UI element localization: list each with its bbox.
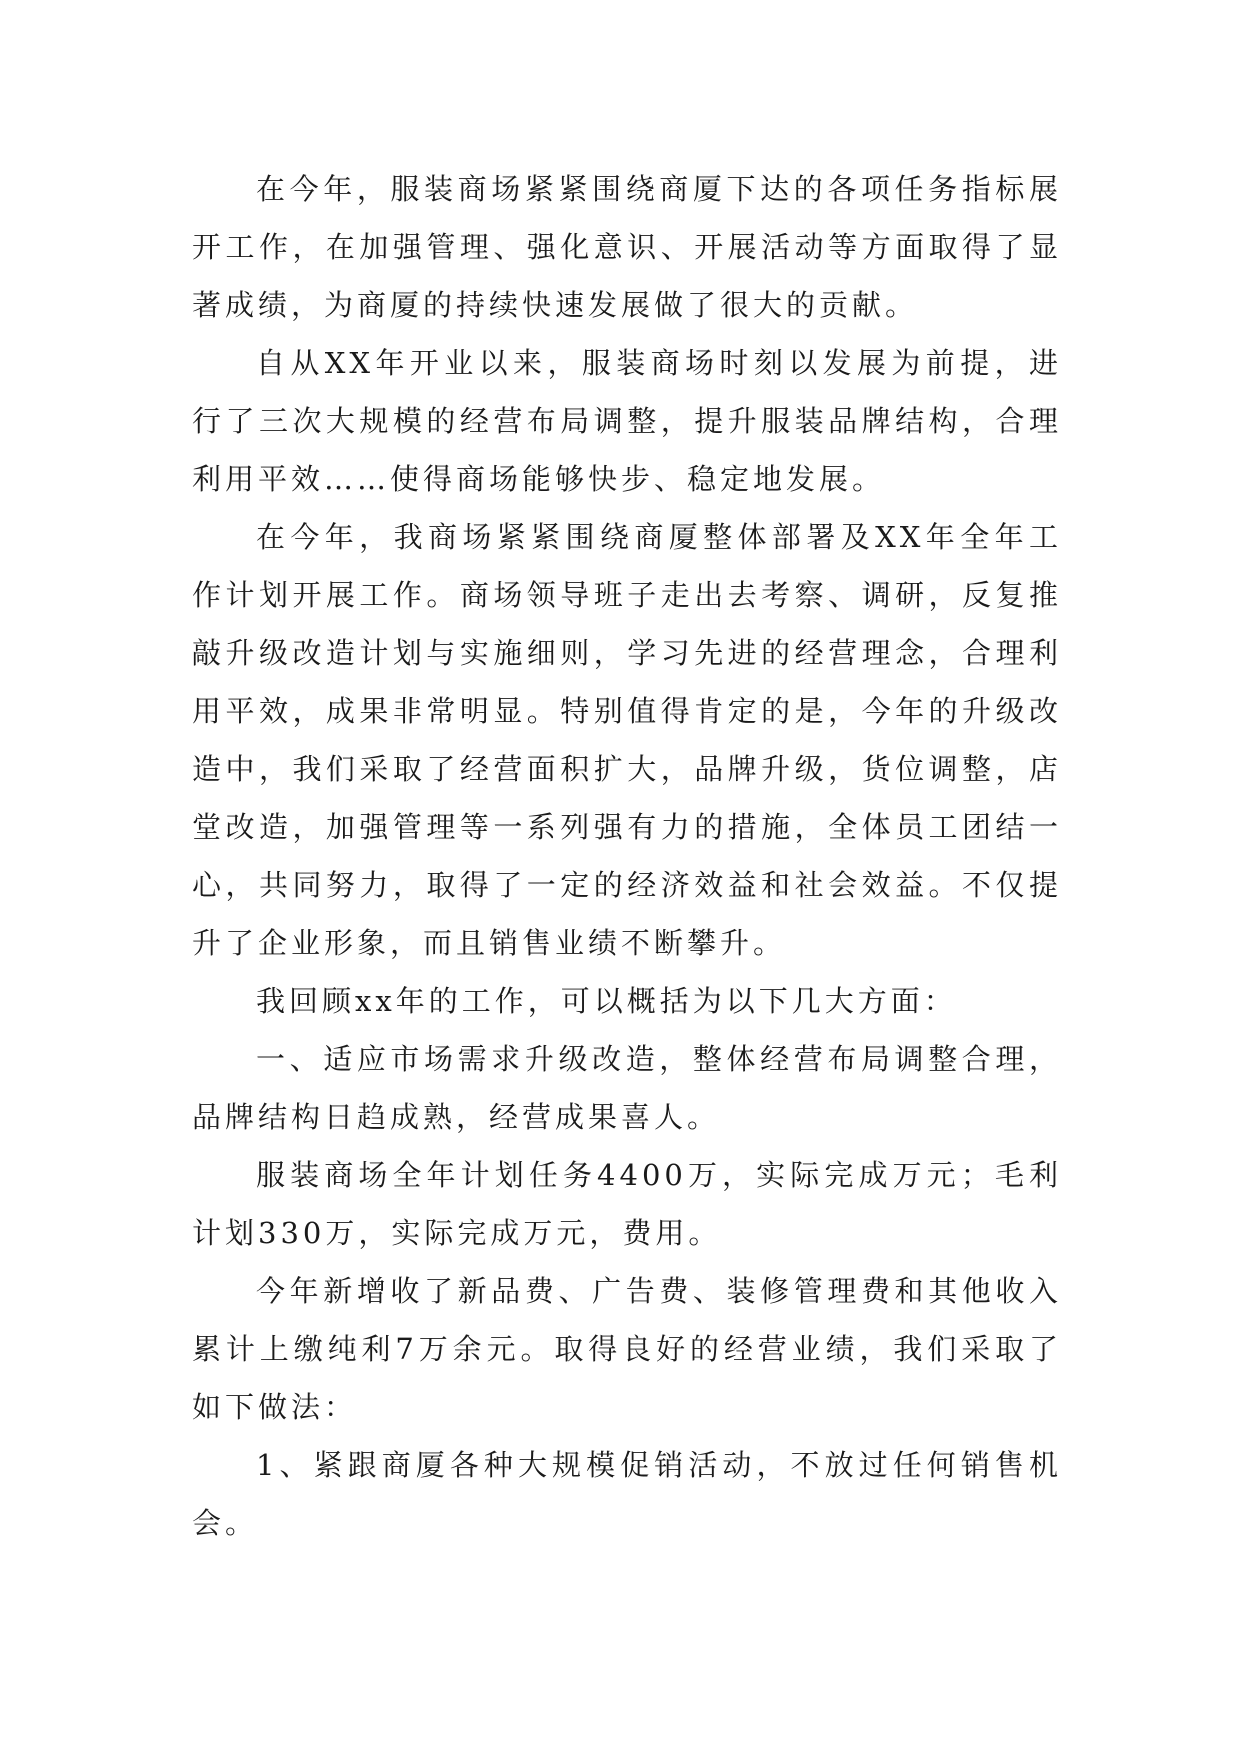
paragraph-intro: 在今年，服装商场紧紧围绕商厦下达的各项任务指标展开工作，在加强管理、强化意识、开展活动等方面取得了显著成绩，为商厦的持续快速发展做了很大的贡献。: [192, 172, 1062, 322]
paragraph-upgrade: 在今年，我商场紧紧围绕商厦整体部署及XX年全年工作计划开展工作。商场领导班子走出去考察、调研，反复推敲升级改造计划与实施细则，学习先进的经营理念，合理利用平效，成果非常明显。特别值得肯定的是，今年的升级改造中，我们采取了经营面积扩大，品牌升级，货位调整，店堂改造，加强管理等一系列强有力的措施，全体员工团结一心，共同努力，取得了一定的经济效益和社会效益。不仅提升了企业形象，而且销售业绩不断攀升。: [192, 520, 1062, 960]
paragraph-income: 今年新增收了新品费、广告费、装修管理费和其他收入累计上缴纯利7万余元。取得良好的经营业绩，我们采取了如下做法：: [192, 1274, 1062, 1424]
paragraph-history: 自从XX年开业以来，服装商场时刻以发展为前提，进行了三次大规模的经营布局调整，提升服装品牌结构，合理利用平效……使得商场能够快步、稳定地发展。: [192, 346, 1062, 496]
section-heading-1: 一、适应市场需求升级改造，整体经营布局调整合理，品牌结构日趋成熟，经营成果喜人。: [192, 1042, 1062, 1134]
paragraph-review-lead: 我回顾xx年的工作，可以概括为以下几大方面：: [256, 984, 957, 1018]
document-body: [192, 160, 1062, 1552]
list-item-1: 1、紧跟商厦各种大规模促销活动，不放过任何销售机会。: [192, 1448, 1062, 1540]
paragraph-targets: 服装商场全年计划任务4400万，实际完成万元；毛利计划330万，实际完成万元，费用。: [192, 1158, 1062, 1250]
